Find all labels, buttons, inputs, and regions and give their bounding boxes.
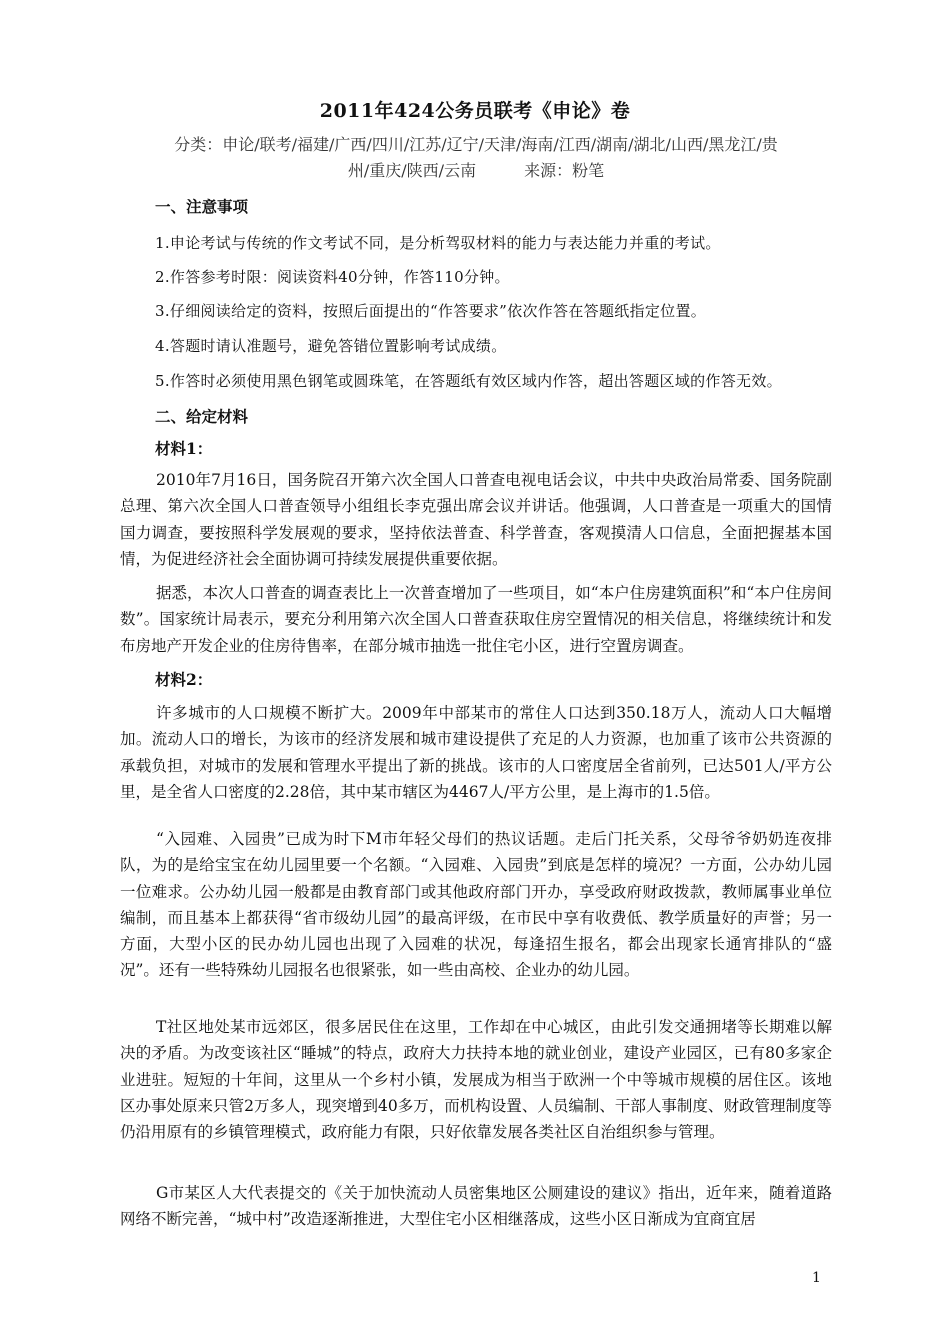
document-title: 2011年424公务员联考《申论》卷 [319,100,631,122]
material-2-heading: 材料2： [155,670,213,689]
section-heading-notes: 一、注意事项 [155,197,249,216]
note-item: 1.申论考试与传统的作文考试不同，是分析驾驭材料的能力与表达能力并重的考试。 [155,234,721,252]
material-2-paragraph: 许多城市的人口规模不断扩大。2009年中部某市的常住人口达到350.18万人，流动人口大幅增加。流动人口的增长，为该市的经济发展和城市建设提供了充足的人力资源，也加重了该市公共资源的承载负担，对城市的发展和管理水平提出了新的挑战。该市的人口密度居全省前列，已达501人/平方公里，是全省人口密度的2.28倍，其中某市辖区为4467人/平方公里，是上海市的1.5倍。 [120,704,832,801]
document-meta [120,132,832,184]
category-line-2: 州/重庆/陕西/云南 [347,161,477,180]
material-1-paragraph: 2010年7月16日，国务院召开第六次全国人口普查电视电话会议，中共中央政治局常委、国务院副总理、第六次全国人口普查领导小组组长李克强出席会议并讲话。他强调，人口普查是一项重大的国情国力调查，要按照科学发展观的要求，坚持依法普查、科学普查，客观摸清人口信息，全面把握基本国情，为促进经济社会全面协调可持续发展提供重要依据。 [120,471,832,568]
material-2-paragraph: “入园难、入园贵”已成为时下M市年轻父母们的热议话题。走后门托关系，父母爷爷奶奶连夜排队，为的是给宝宝在幼儿园里要一个名额。“入园难、入园贵”到底是怎样的境况？一方面，公办幼儿园一位难求。公办幼儿园一般都是由教育部门或其他政府部门开办，享受政府财政拨款，教师属事业单位编制，而且基本上都获得“省市级幼儿园”的最高评级，在市民中享有收费低、教学质量好的声誉；另一方面，大型小区的民办幼儿园也出现了入园难的状况，每逢招生报名，都会出现家长通宵排队的“盛况”。还有一些特殊幼儿园报名也很紧张，如一些由高校、企业办的幼儿园。 [120,830,832,980]
category-line-1: 分类：申论/联考/福建/广西/四川/江苏/辽宁/天津/海南/江西/湖南/湖北/山西/黑龙江/贵 [174,135,778,154]
category-line-2-wrapper [120,158,832,184]
note-item: 4.答题时请认准题号，避免答错位置影响考试成绩。 [155,337,507,355]
material-1-paragraph: 据悉，本次人口普查的调查表比上一次普查增加了一些项目，如“本户住房建筑面积”和“本户住房间数”。国家统计局表示，要充分利用第六次全国人口普查获取住房空置情况的相关信息，将继续统计和发布房地产开发企业的住房待售率，在部分城市抽选一批住宅小区，进行空置房调查。 [120,584,832,655]
material-2-paragraph: T社区地处某市远郊区，很多居民住在这里，工作却在中心城区，由此引发交通拥堵等长期难以解决的矛盾。为改变该社区“睡城”的特点，政府大力扶持本地的就业创业，建设产业园区，已有80多家企业进驻。短短的十年间，这里从一个乡村小镇，发展成为相当于欧洲一个中等城市规模的居住区。该地区办事处原来只管2万多人，现突增到40多万，而机构设置、人员编制、干部人事制度、财政管理制度等仍沿用原有的乡镇管理模式，政府能力有限，只好依靠发展各类社区自治组织参与管理。 [120,1018,832,1142]
material-1-heading: 材料1： [155,439,213,458]
section-heading-materials: 二、给定材料 [155,407,249,426]
note-item: 5.作答时必须使用黑色钢笔或圆珠笔，在答题纸有效区域内作答，超出答题区域的作答无效。 [155,372,782,390]
source-label: 来源：粉笔 [524,161,605,180]
page-number: 1 [812,1270,821,1286]
material-2-paragraph: G市某区人大代表提交的《关于加快流动人员密集地区公厕建设的建议》指出，近年来，随着道路网络不断完善，“城中村”改造逐渐推进，大型住宅小区相继落成，这些小区日渐成为宜商宜居 [120,1184,832,1229]
note-item: 3.仔细阅读给定的资料，按照后面提出的“作答要求”依次作答在答题纸指定位置。 [155,302,707,320]
note-item: 2.作答参考时限：阅读资料40分钟，作答110分钟。 [155,268,510,286]
